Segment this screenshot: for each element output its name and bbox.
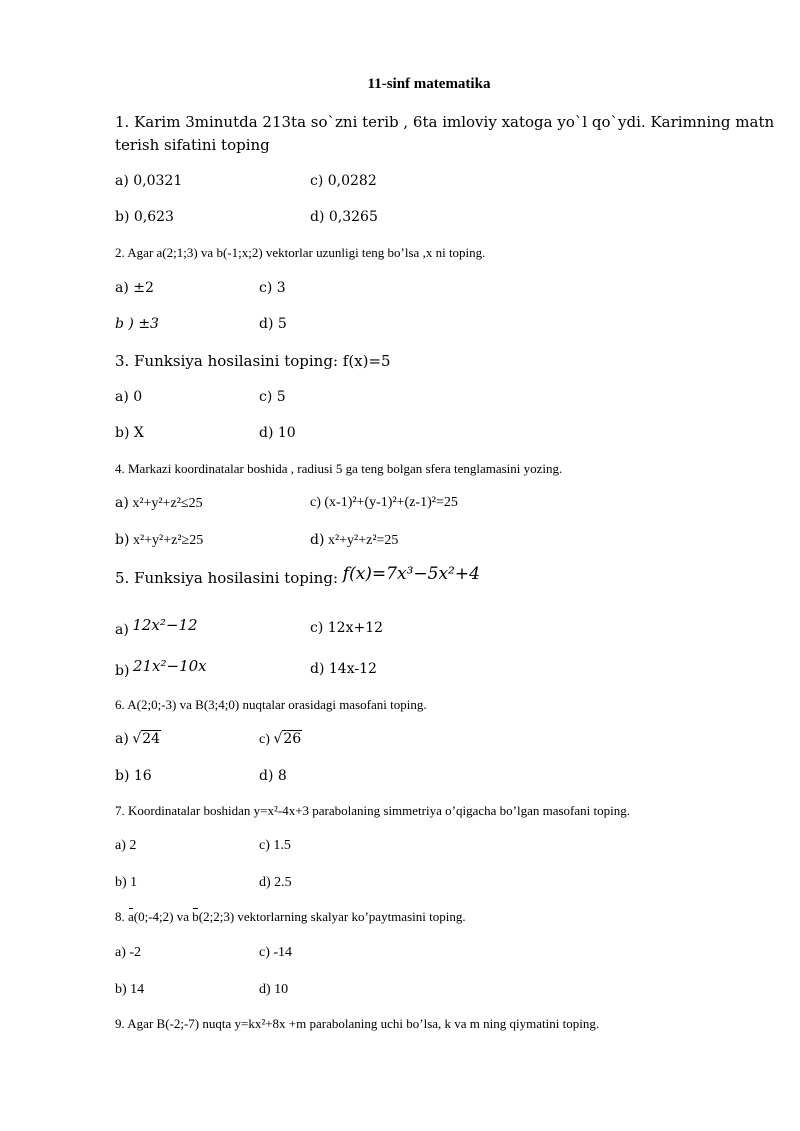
question-3-text: 3. Funksiya hosilasini toping: f(x)=5 (115, 352, 391, 370)
q6-option-c[interactable] (259, 731, 302, 748)
q4-option-d-label: d) (310, 532, 325, 548)
question-8-text (115, 909, 466, 925)
q4-option-a-label: a) (115, 495, 129, 511)
question-5-text: 5. Funksiya hosilasini toping: (115, 569, 343, 587)
q6-option-b[interactable]: b) 16 (115, 768, 152, 784)
q1-option-a[interactable]: a) 0,0321 (115, 173, 183, 189)
q2-option-d[interactable]: d) 5 (259, 316, 287, 332)
page-title: 11-sinf matematika (367, 76, 491, 92)
question-8-number: 8. (115, 909, 128, 924)
q3-option-d[interactable]: d) 10 (259, 425, 296, 441)
question-8-part-1: (0;-4;2) va (133, 909, 193, 924)
q7-option-b[interactable]: b) 1 (115, 875, 138, 890)
question-1-line-2: terish sifatini toping (115, 136, 270, 154)
q7-option-d[interactable]: d) 2.5 (259, 875, 292, 890)
q4-option-c-label: c) (310, 495, 321, 510)
sqrt-symbol: √24 (132, 731, 161, 747)
q2-option-a[interactable]: a) ±2 (115, 280, 154, 296)
q4-option-c[interactable] (310, 495, 458, 511)
q5-option-a-label: a) (115, 622, 129, 638)
q2-option-c[interactable]: c) 3 (259, 280, 286, 296)
q4-option-d-value: x²+y²+z²=25 (327, 533, 399, 548)
q8-option-b[interactable]: b) 14 (115, 982, 145, 997)
q5-option-a[interactable] (115, 616, 198, 638)
question-2-text: 2. Agar a(2;1;3) va b(-1;x;2) vektorlar uzunligi teng bo’lsa ,x ni toping. (115, 245, 486, 260)
q1-option-d[interactable]: d) 0,3265 (310, 209, 378, 225)
q6-option-d[interactable]: d) 8 (259, 768, 287, 784)
question-5 (115, 564, 480, 588)
q7-option-c[interactable]: c) 1.5 (259, 838, 291, 853)
q1-option-c[interactable]: c) 0,0282 (310, 173, 377, 189)
q4-option-a[interactable] (115, 495, 203, 512)
question-7-text: 7. Koordinatalar boshidan y=x²-4x+3 parabolaning simmetriya o’qigacha bo’lgan masofani toping. (115, 803, 630, 818)
q6-option-c-label: c) (259, 732, 270, 747)
q5-option-c[interactable]: c) 12x+12 (310, 620, 384, 636)
q4-option-a-value: x²+y²+z²≤25 (132, 496, 203, 511)
q7-option-a[interactable]: a) 2 (115, 838, 137, 853)
q5-option-a-value: 12x²−12 (132, 616, 198, 634)
q5-option-b[interactable] (115, 657, 207, 679)
q6-option-c-value: 26 (283, 731, 302, 747)
q6-option-a-value: 24 (142, 731, 161, 747)
q4-option-c-value: (x-1)²+(y-1)²+(z-1)²=25 (324, 495, 458, 510)
q6-option-a[interactable] (115, 731, 161, 748)
q4-option-d[interactable] (310, 532, 398, 549)
q3-option-a[interactable]: a) 0 (115, 389, 143, 405)
q5-option-b-label: b) (115, 663, 130, 679)
q8-option-a[interactable]: a) -2 (115, 945, 142, 960)
q4-option-b[interactable] (115, 532, 203, 549)
question-9-text: 9. Agar B(-2;-7) nuqta y=kx²+8x +m parabolaning uchi bo’lsa, k va m ning qiymatini toping. (115, 1016, 600, 1031)
q6-option-a-label: a) (115, 731, 129, 747)
vector-b: b (192, 909, 199, 924)
q3-option-b[interactable]: b) X (115, 425, 144, 441)
question-4-text: 4. Markazi koordinatalar boshida , radiusi 5 ga teng bolgan sfera tenglamasini yozing. (115, 461, 563, 476)
vector-a: a (128, 909, 134, 924)
question-8-part-2: (2;2;3) vektorlarning skalyar ko’paytmasini toping. (198, 909, 466, 924)
q1-option-b[interactable]: b) 0,623 (115, 209, 174, 225)
question-6-text: 6. A(2;0;-3) va B(3;4;0) nuqtalar orasidagi masofani toping. (115, 697, 427, 712)
q5-option-b-value: 21x²−10x (132, 657, 207, 675)
q8-option-c[interactable]: c) -14 (259, 945, 293, 960)
sqrt-symbol: √26 (273, 731, 302, 747)
q2-option-b[interactable]: b ) ±3 (115, 316, 159, 332)
q4-option-b-value: x²+y²+z²≥25 (132, 533, 204, 548)
q4-option-b-label: b) (115, 532, 130, 548)
q3-option-c[interactable]: c) 5 (259, 389, 286, 405)
question-5-formula: f(x)=7x³−5x²+4 (342, 564, 480, 584)
question-1-line-1: 1. Karim 3minutda 213ta so`zni terib , 6ta imloviy xatoga yo`l qo`ydi. Karimning matn (115, 113, 775, 131)
q5-option-d[interactable]: d) 14x-12 (310, 661, 377, 677)
q8-option-d[interactable]: d) 10 (259, 982, 289, 997)
